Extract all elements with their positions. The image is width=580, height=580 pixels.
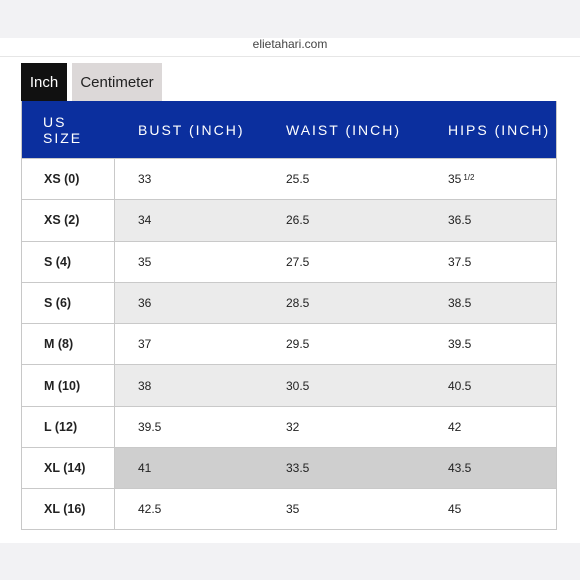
hips-value: 42 xyxy=(448,419,462,434)
hips-cell xyxy=(426,242,556,282)
size-cell: M (10) xyxy=(22,365,115,405)
waist-cell: 25.5 xyxy=(286,172,310,187)
hips-cell xyxy=(426,489,556,528)
bust-cell: 36 xyxy=(138,296,152,311)
table-header-row xyxy=(22,101,556,158)
waist-cell: 33.5 xyxy=(286,461,310,476)
waist-cell: 30.5 xyxy=(286,378,310,393)
table-body xyxy=(22,158,556,530)
hips-cell xyxy=(426,324,556,364)
table-row xyxy=(22,241,556,282)
bust-cell: 34 xyxy=(138,213,152,228)
header-hips: HIPS (INCH) xyxy=(448,121,551,138)
hips-cell xyxy=(426,407,556,447)
hips-cell xyxy=(426,448,556,488)
table-row xyxy=(22,364,556,405)
table-row xyxy=(22,406,556,447)
site-domain: elietahari.com xyxy=(252,37,328,51)
size-cell: XS (0) xyxy=(22,159,115,199)
table-row xyxy=(22,323,556,364)
header-us-size xyxy=(22,101,115,158)
waist-cell: 28.5 xyxy=(286,296,310,311)
hips-cell xyxy=(426,200,556,240)
hips-value: 43.5 xyxy=(448,461,472,476)
hips-value: 40.5 xyxy=(448,378,472,393)
waist-cell: 26.5 xyxy=(286,213,310,228)
bust-cell: 37 xyxy=(138,337,152,352)
hips-value: 38.5 xyxy=(448,296,472,311)
size-cell: S (6) xyxy=(22,283,115,323)
table-row xyxy=(22,488,556,529)
size-cell: L (12) xyxy=(22,407,115,447)
header-bust: BUST (INCH) xyxy=(138,121,245,138)
bust-cell: 42.5 xyxy=(138,502,162,517)
hips-value: 37.5 xyxy=(448,254,472,269)
hips-fraction: 1/2 xyxy=(463,172,475,182)
size-cell: XS (2) xyxy=(22,200,115,240)
divider xyxy=(0,56,580,57)
header-size: SIZE xyxy=(43,129,83,146)
browser-top-bar xyxy=(0,0,580,38)
table-row xyxy=(22,447,556,488)
hips-value: 36.5 xyxy=(448,213,472,228)
hips-value: 39.5 xyxy=(448,337,472,352)
tab-centimeter[interactable]: Centimeter xyxy=(72,63,162,101)
waist-cell: 32 xyxy=(286,419,300,434)
size-cell: XL (14) xyxy=(22,448,115,488)
table-row xyxy=(22,282,556,323)
table-row xyxy=(22,158,556,199)
waist-cell: 27.5 xyxy=(286,254,310,269)
browser-bottom-bar xyxy=(0,543,580,580)
hips-cell xyxy=(426,283,556,323)
bust-cell: 41 xyxy=(138,461,152,476)
hips-cell xyxy=(426,365,556,405)
table-row xyxy=(22,199,556,240)
size-cell: M (8) xyxy=(22,324,115,364)
hips-cell xyxy=(426,159,556,199)
hips-value: 45 xyxy=(448,502,462,517)
waist-cell: 35 xyxy=(286,502,300,517)
bust-cell: 35 xyxy=(138,254,152,269)
tab-inch[interactable]: Inch xyxy=(21,63,67,101)
hips-value: 35 xyxy=(448,172,462,187)
bust-cell: 39.5 xyxy=(138,419,162,434)
size-cell: XL (16) xyxy=(22,489,115,528)
header-waist: WAIST (INCH) xyxy=(286,121,401,138)
header-us: US xyxy=(43,113,67,130)
size-cell: S (4) xyxy=(22,242,115,282)
bust-cell: 33 xyxy=(138,172,152,187)
waist-cell: 29.5 xyxy=(286,337,310,352)
bust-cell: 38 xyxy=(138,378,152,393)
size-chart-table xyxy=(21,101,557,530)
